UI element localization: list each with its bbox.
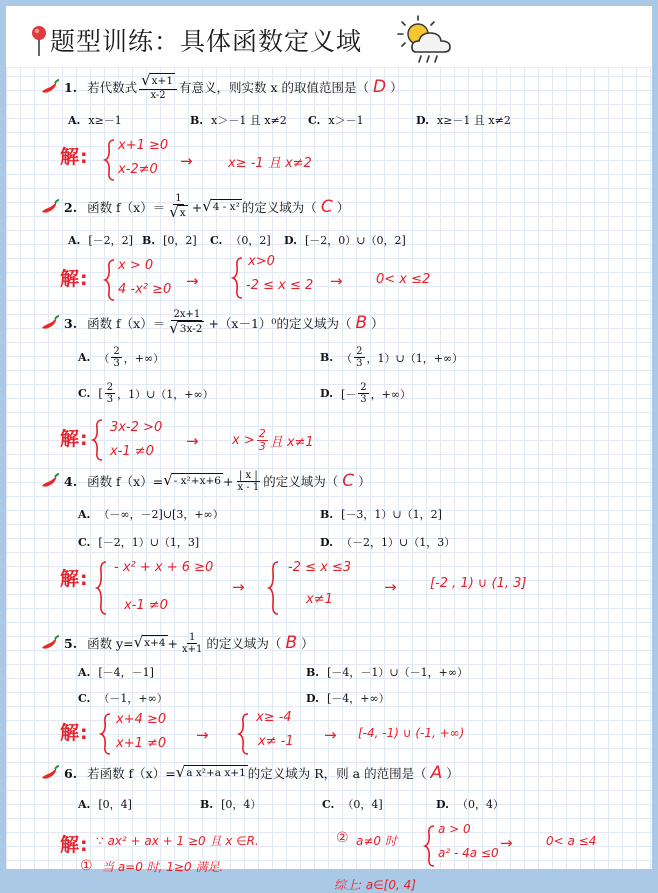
solution-label: 解: [60, 428, 89, 450]
mid-line-2: -2 ≤ x ≤ 2 [246, 278, 314, 293]
problem-list [6, 68, 652, 892]
question-6 [40, 754, 640, 792]
question-stem-rest: 有意义，则实数 x 的取值范围是（ [179, 80, 370, 95]
plus-sign: + [191, 199, 203, 215]
question-4 [40, 462, 640, 500]
condition-line-2: 4 -x² ≥0 [118, 282, 172, 297]
solution-result: [-4, -1) ∪ (-1, +∞) [358, 726, 465, 740]
mid-line-1: -2 ≤ x ≤3 [288, 560, 352, 575]
radical: √ x+4 [133, 633, 166, 652]
paren-close: ） [358, 474, 371, 489]
condition-line-1: 3x-2 >0 [110, 420, 163, 435]
question-1 [40, 68, 640, 106]
brace-icon [232, 256, 244, 300]
answer-mark: D [373, 77, 387, 97]
brace-icon [104, 258, 116, 302]
case-1-text: 当 a=0 时, 1≥0 满足. [102, 860, 224, 874]
mid-line-1: x>0 [248, 254, 275, 269]
question-number: 1. [64, 79, 78, 95]
question-stem: 若函数 f（x）= [87, 766, 176, 781]
option-d: D. （－2，1）∪（1，3） [320, 535, 456, 549]
condition-line-1: x > 0 [118, 258, 154, 273]
question-stem: 函数 f（x）＝ [87, 200, 166, 215]
case-2-text: a≠0 时 [356, 834, 397, 848]
paren-close: ） [390, 80, 403, 95]
case-1-number: ① [80, 858, 93, 874]
question-stem-rest: 的定义域为 R，则 a 的范围是（ [247, 766, 427, 781]
case-2-result: 0< a ≤4 [546, 834, 597, 848]
chili-pepper-icon [40, 315, 60, 331]
answer-mark: C [342, 471, 355, 491]
arrow-icon: → [196, 726, 209, 744]
option-b: B. [－3，1）∪（1，2] [320, 507, 442, 521]
option-d: D. [－ $\frac{2}{3}$ ，+∞） [320, 382, 412, 405]
condition-line-2: x-1 ≠0 [110, 444, 154, 459]
case-2-line-2: a² - 4a ≤0 [438, 846, 499, 860]
chili-pepper-icon [40, 765, 60, 781]
option-a: A. [－2，2] [68, 233, 133, 247]
question-number: 6. [64, 765, 78, 781]
mid-line-2: x≠ -1 [258, 734, 294, 749]
option-a: A. （－∞，－2]∪[3，+∞） [78, 507, 224, 521]
arrow-icon: → [186, 272, 199, 290]
solution-result: x > $\frac{2}{3}$ 且 x≠1 [232, 427, 314, 454]
solution-label: 解: [60, 146, 89, 168]
question-3 [40, 304, 640, 342]
solution-result: [-2 , 1) ∪ (1, 3] [430, 576, 527, 591]
question-number: 2. [64, 199, 78, 215]
condition-line-2: x-1 ≠0 [124, 598, 168, 613]
condition-line-1: x+1 ≥0 [118, 138, 169, 153]
solution-condition: ∵ ax² + ax + 1 ≥0 且 x ∈R. [96, 834, 259, 848]
question-5 [40, 624, 640, 662]
sun-cloud-rain-icon [394, 14, 460, 66]
pin-icon [28, 24, 50, 58]
title-bar [6, 6, 652, 68]
arrow-icon: → [186, 432, 199, 450]
option-b: B. （ $\frac{2}{3}$ ，1）∪（1，+∞） [320, 346, 464, 369]
mid-line-2: x≠1 [306, 592, 333, 607]
question-stem: 若代数式 [87, 80, 138, 95]
answer-mark: C [320, 197, 333, 217]
radical: √ - x²+x+6 [163, 471, 221, 490]
brace-icon [96, 560, 108, 616]
arrow-icon: → [232, 578, 245, 596]
brace-icon [238, 712, 250, 756]
solution-result: 0< x ≤2 [376, 272, 431, 287]
option-b: B. x＞－1 且 x≠2 [190, 113, 287, 127]
option-c: C. （－1，+∞） [78, 691, 168, 705]
option-c: C. （0，4] [322, 797, 383, 811]
paren-close: ） [371, 316, 384, 331]
question-stem-rest: 的定义域为（ [206, 636, 282, 651]
fraction: $\frac{| x |}{x - 1}$ [237, 469, 260, 493]
radical: √ 4 - x² [202, 197, 240, 216]
question-2 [40, 188, 640, 226]
chili-pepper-icon [40, 199, 60, 215]
question-stem: 函数 y= [87, 636, 134, 651]
fraction: √ x+1 x-2 [139, 73, 177, 100]
case-2-line-1: a > 0 [438, 822, 471, 836]
solution-label: 解: [60, 568, 89, 590]
fraction: 2x+1 √ 3x-2 [169, 309, 203, 338]
brace-icon [268, 560, 280, 616]
condition-line-2: x-2≠0 [118, 162, 158, 177]
solution-label: 解: [60, 722, 89, 744]
plus-sign: + [167, 635, 179, 651]
question-number: 4. [64, 473, 78, 489]
arrow-icon: → [330, 272, 343, 290]
option-c: C. x＞－1 [308, 113, 364, 127]
chili-pepper-icon [40, 79, 60, 95]
option-c: C. [ $\frac{2}{3}$ ，1）∪（1，+∞） [78, 382, 214, 405]
question-stem-rest: 的定义域为（ [276, 316, 352, 331]
question-number: 5. [64, 635, 78, 651]
worksheet [6, 6, 652, 892]
solution-result: x≥ -1 且 x≠2 [228, 156, 312, 171]
radical: √ a x²+a x+1 [175, 763, 246, 782]
arrow-icon: → [324, 726, 337, 744]
answer-mark: B [355, 313, 368, 333]
arrow-icon: → [384, 578, 397, 596]
fraction: 1 √ x [169, 193, 186, 222]
brace-icon [100, 712, 112, 756]
paren-close: ） [301, 636, 314, 651]
paren-close: ） [446, 766, 459, 781]
arrow-icon: → [180, 152, 193, 170]
option-a: A. （ $\frac{2}{3}$ ，+∞） [78, 346, 165, 369]
question-number: 3. [64, 315, 78, 331]
option-a: A. [－4，－1] [78, 665, 154, 679]
option-a: A. x≥－1 [68, 113, 122, 127]
option-d: D. （0，4） [436, 797, 504, 811]
case-2-number: ② [336, 830, 349, 846]
fraction: $\frac{1}{x+1}$ [182, 631, 203, 655]
chili-pepper-icon [40, 473, 60, 489]
option-a: A. [0，4] [78, 797, 132, 811]
question-stem-mid: +（x－1）⁰ [208, 316, 277, 331]
option-d: D. x≥－1 且 x≠2 [416, 113, 511, 127]
brace-icon [424, 824, 436, 868]
question-stem-rest: 的定义域为（ [263, 474, 339, 489]
solution-label: 解: [60, 268, 89, 290]
condition-line-1: - x² + x + 6 ≥0 [114, 560, 214, 575]
option-b: B. [0，4） [200, 797, 262, 811]
option-d: D. [－2，0）∪（0，2] [284, 233, 406, 247]
brace-icon [92, 418, 104, 462]
denominator: x-2 [150, 89, 166, 101]
question-stem: 函数 f（x）= [87, 474, 164, 489]
brace-icon [104, 138, 116, 182]
chili-pepper-icon [40, 635, 60, 651]
condition-line-1: x+4 ≥0 [116, 712, 167, 727]
solution-summary: 综上: a∈[0, 4] [334, 878, 416, 892]
question-stem-rest: 的定义域为（ [241, 200, 317, 215]
paren-close: ） [336, 200, 350, 215]
mid-line-1: x≥ -4 [256, 710, 292, 725]
option-b: B. [0，2] [142, 233, 197, 247]
numerator: x+1 [151, 75, 174, 88]
solution-label: 解: [60, 834, 89, 856]
question-stem: 函数 f（x）＝ [87, 316, 166, 331]
arrow-icon: → [500, 834, 513, 852]
option-c: C. （0，2] [210, 233, 271, 247]
plus-sign: + [222, 473, 234, 489]
answer-mark: A [430, 763, 443, 783]
option-d: D. [－4，+∞） [306, 691, 390, 705]
answer-mark: B [285, 633, 298, 653]
page-title: 题型训练：具体函数定义域 [50, 27, 363, 56]
option-b: B. [－4，－1）∪（－1，+∞） [306, 665, 469, 679]
option-c: C. [－2，1）∪（1，3] [78, 535, 200, 549]
condition-line-2: x+1 ≠0 [116, 736, 167, 751]
